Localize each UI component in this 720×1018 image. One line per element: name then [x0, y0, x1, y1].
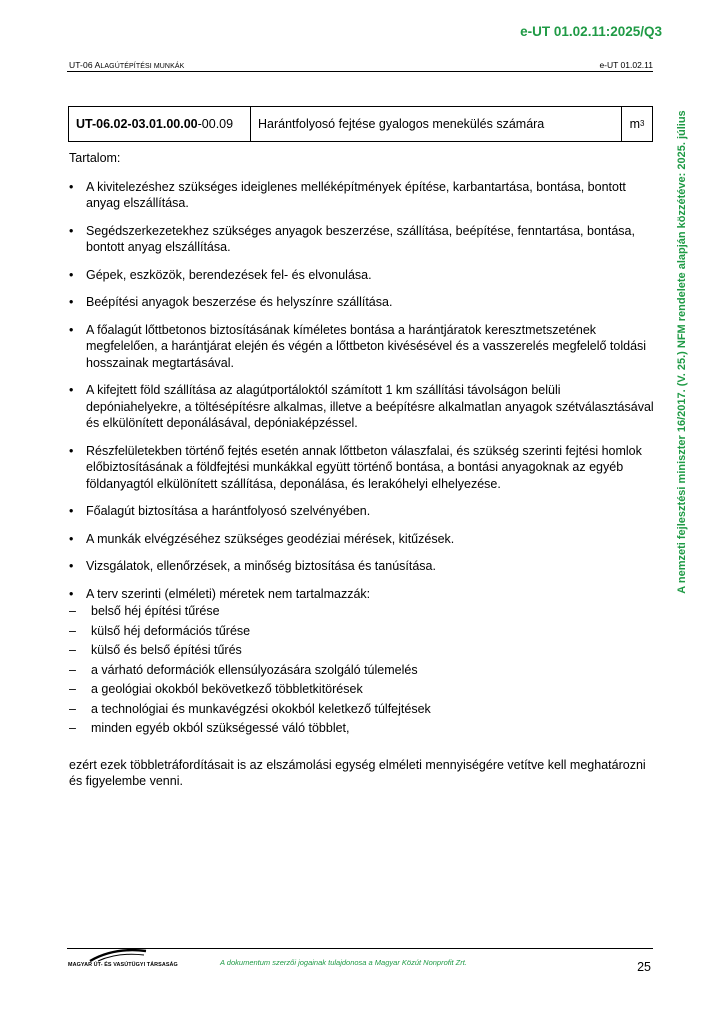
dash-item-text: a várható deformációk ellensúlyozására szolgáló túlemelés	[91, 662, 418, 677]
content-section	[69, 150, 655, 802]
content-bullet-list	[69, 179, 655, 603]
bullet-icon: •	[69, 443, 74, 458]
dash-list-item	[69, 642, 655, 659]
list-item	[69, 382, 655, 432]
dash-item-text: külső és belső építési tűrés	[91, 643, 242, 657]
item-code-suffix: -00.09	[197, 117, 234, 131]
list-item	[69, 586, 655, 603]
list-item-text: Részfelületekben történő fejtés esetén annak lőttbeton válaszfalai, és szükség szerinti fejtési homlok előbiztosításának a földfejtési munkákkal együtt történő bontása, a bontási anyagoknak az egyéb földanyagtól elkülönített szállítása, deponálása, és lerakóhelyi elhelyezése.	[86, 443, 642, 491]
list-item	[69, 179, 655, 212]
item-unit: m	[629, 117, 640, 131]
chapter-header	[69, 60, 184, 70]
road-arc-icon	[88, 946, 148, 962]
list-item-text: A kifejtett föld szállítása az alagútportáloktól számított 1 km szállítási távolságon belüli depóniahelyekre, a töltésépítésre alkalmas, illetve a beépítésre alkalmatlan anyagok szétválasztásával és elkülönített deponálásával, depóniaképzéssel.	[86, 383, 654, 430]
chapter-header-prefix: UT-06 A	[69, 60, 101, 70]
list-item	[69, 503, 655, 520]
dash-list-item	[69, 681, 655, 698]
list-item	[69, 223, 655, 256]
list-item-text: A terv szerinti (elméleti) méretek nem tartalmazzák:	[86, 586, 371, 601]
item-unit-cell: m 3	[629, 117, 645, 131]
dash-icon: –	[69, 662, 76, 677]
list-item	[69, 267, 655, 284]
list-item-text: Vizsgálatok, ellenőrzések, a minőség biztosítása és tanúsítása.	[86, 559, 436, 573]
list-item	[69, 531, 655, 548]
list-item	[69, 322, 655, 372]
page-number: 25	[637, 960, 651, 974]
copyright-notice: A dokumentum szerzői jogainak tulajdonosa a Magyar Közút Nonprofit Zrt.	[220, 958, 467, 967]
list-item-text: Beépítési anyagok beszerzése és helyszínre szállítása.	[86, 295, 393, 309]
dash-list-item	[69, 720, 655, 737]
item-title-cell: Harántfolyosó fejtése gyalogos menekülés számára	[251, 107, 622, 141]
item-code-main: UT-06.02-03.01.00.00	[76, 117, 198, 131]
header-doc-ref: e-UT 01.02.11	[599, 60, 653, 70]
bullet-icon: •	[69, 586, 74, 601]
bullet-icon: •	[69, 223, 74, 238]
dash-item-text: külső héj deformációs tűrése	[91, 623, 251, 638]
document-code: e-UT 01.02.11:2025/Q3	[520, 24, 662, 39]
closing-paragraph: ezért ezek többletráfordításait is az elszámolási egység elméleti mennyiségére vetítve kell meghatározni és figyelembe venni.	[69, 757, 646, 788]
list-item	[69, 443, 655, 493]
item-header-table	[68, 106, 653, 142]
bullet-icon: •	[69, 531, 74, 546]
list-item-text: A főalagút lőttbetonos biztosításának kíméletes bontása a harántjáratok keresztmetszetének megfelelően, a harántjárat elején és végén a lőttbeton kivésésével és a vasszerelés megfelelő toldási hosszainak megtartásával.	[86, 322, 647, 370]
list-item	[69, 294, 655, 311]
item-code-cell	[69, 107, 251, 141]
chapter-header-rest: LAGÚTÉPÍTÉSI MUNKÁK	[100, 63, 185, 70]
dash-icon: –	[69, 701, 76, 716]
bullet-icon: •	[69, 322, 74, 337]
list-item-text: Gépek, eszközök, berendezések fel- és elvonulása.	[86, 267, 372, 282]
content-heading: Tartalom:	[69, 151, 121, 165]
list-item-text: Főalagút biztosítása a harántfolyosó szelvényében.	[86, 504, 371, 518]
logo-text: MAGYAR ÚT- ÉS VASÚTÜGYI TÁRSASÁG	[68, 962, 178, 968]
bullet-icon: •	[69, 559, 74, 573]
dash-icon: –	[69, 682, 76, 696]
dash-icon: –	[69, 623, 76, 638]
dash-list-item	[69, 701, 655, 718]
bullet-icon: •	[69, 504, 74, 518]
bullet-icon: •	[69, 383, 74, 397]
bullet-icon: •	[69, 295, 74, 309]
dash-item-text: a geológiai okokból bekövetkező többletkitörések	[91, 682, 363, 696]
dash-list-item	[69, 603, 655, 620]
list-item	[69, 558, 655, 575]
header-divider	[67, 71, 653, 72]
dash-list-item	[69, 662, 655, 679]
dash-item-text: a technológiai és munkavégzési okokból keletkező túlfejtések	[91, 701, 431, 716]
dash-item-text: belső héj építési tűrése	[91, 604, 220, 618]
bullet-icon: •	[69, 179, 74, 194]
dash-list-item	[69, 623, 655, 640]
publication-side-note: A nemzeti fejlesztési miniszter 16/2017. (V. 25.) NFM rendelete alapján közzétéve: 2025. július	[676, 110, 688, 594]
list-item-text: Segédszerkezetekhez szükséges anyagok beszerzése, szállítása, beépítése, fenntartása, bontása, bontott anyag elszállítása.	[86, 223, 635, 254]
company-logo	[68, 946, 178, 972]
bullet-icon: •	[69, 267, 74, 282]
list-item-text: A kivitelezéshez szükséges ideiglenes melléképítmények építése, karbantartása, bontása, bontott anyag elszállítása.	[86, 179, 626, 210]
exclusion-dash-list	[69, 603, 655, 737]
list-item-text: A munkák elvégzéséhez szükséges geodéziai mérések, kitűzések.	[86, 531, 455, 546]
dash-item-text: minden egyéb okból szükségessé váló többlet,	[91, 721, 350, 735]
dash-icon: –	[69, 604, 76, 618]
dash-icon: –	[69, 643, 76, 657]
dash-icon: –	[69, 721, 76, 735]
